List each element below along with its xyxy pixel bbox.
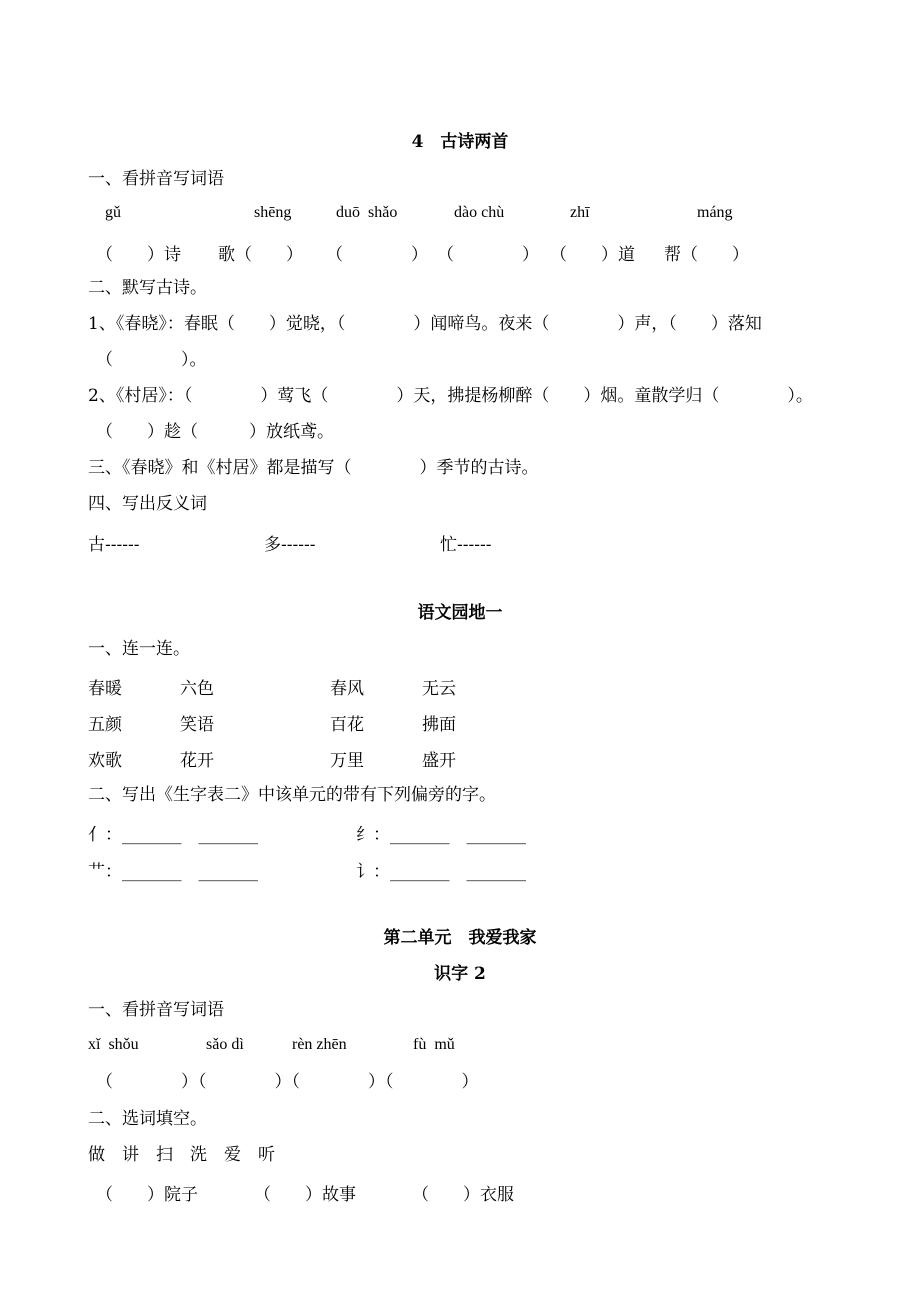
radical-blank[interactable]: 纟：_______ _______ xyxy=(356,825,526,845)
lesson4-title: 4 古诗两首 xyxy=(411,132,509,152)
antonym-item[interactable]: 古------ xyxy=(88,535,140,555)
unit2-blanks[interactable]: （ ）（ ）（ ）（ ） xyxy=(96,1072,479,1092)
unit2-question-1: 一、看拼音写词语 xyxy=(88,1000,224,1020)
lesson4-question-1: 一、看拼音写词语 xyxy=(88,169,224,189)
match-word[interactable]: 百花 xyxy=(330,715,364,735)
word-choices: 做 讲 扫 洗 爱 听 xyxy=(88,1145,275,1165)
pinyin-item: gǔ xyxy=(105,204,121,221)
radical-blank[interactable]: 讠：_______ _______ xyxy=(356,862,526,882)
radical-blank[interactable]: 艹：_______ _______ xyxy=(88,862,258,882)
pinyin-item: zhī xyxy=(570,204,590,221)
match-word[interactable]: 笑语 xyxy=(180,715,214,735)
match-word[interactable]: 盛开 xyxy=(422,751,456,771)
match-word[interactable]: 六色 xyxy=(180,679,214,699)
poem-cunju-line-1[interactable]: 2、《村居》：（ ）莺飞（ ）天，拂提杨柳醉（ ）烟。童散学归（ ）。 xyxy=(88,386,813,406)
pinyin-item: sǎo dì xyxy=(206,1036,244,1053)
radical-blank[interactable]: 亻：_______ _______ xyxy=(88,825,258,845)
pinyin-item: rèn zhēn xyxy=(292,1036,347,1053)
fill-blank[interactable]: （ ） xyxy=(326,245,428,265)
pinyin-item: dào chù xyxy=(454,204,505,221)
fill-blank[interactable]: （ ）衣服 xyxy=(412,1185,514,1205)
unit2-title: 第二单元 我爱我家 xyxy=(383,928,537,948)
pinyin-item: shēng xyxy=(254,204,292,221)
fill-blank[interactable]: （ ） xyxy=(437,245,539,265)
match-word[interactable]: 万里 xyxy=(330,751,364,771)
fill-blank[interactable]: （ ）诗 xyxy=(96,245,181,265)
fill-blank[interactable]: （ ）院子 xyxy=(96,1185,198,1205)
match-word[interactable]: 无云 xyxy=(422,679,456,699)
garden-question-1: 一、连一连。 xyxy=(88,639,190,659)
garden-question-2: 二、写出《生字表二》中该单元的带有下列偏旁的字。 xyxy=(88,785,496,805)
unit2-question-2: 二、选词填空。 xyxy=(88,1109,207,1129)
pinyin-item: duō shǎo xyxy=(336,204,398,221)
antonym-item[interactable]: 忙------ xyxy=(440,535,492,555)
pinyin-item: xǐ shǒu xyxy=(88,1036,139,1053)
poem-chunxiao-line-2[interactable]: （ ）。 xyxy=(96,350,207,370)
lesson4-question-2: 二、默写古诗。 xyxy=(88,278,207,298)
match-word[interactable]: 花开 xyxy=(180,751,214,771)
match-word[interactable]: 春暖 xyxy=(88,679,122,699)
fill-blank[interactable]: （ ）故事 xyxy=(254,1185,356,1205)
unit2-subtitle: 识字 2 xyxy=(434,964,486,984)
garden-title: 语文园地一 xyxy=(417,603,503,623)
match-word[interactable]: 五颜 xyxy=(88,715,122,735)
match-word[interactable]: 拂面 xyxy=(422,715,456,735)
antonym-item[interactable]: 多------ xyxy=(264,535,316,555)
poem-cunju-line-2[interactable]: （ ）趁（ ）放纸鸢。 xyxy=(96,422,334,442)
poem-chunxiao-line-1[interactable]: 1、《春晓》：春眠（ ）觉晓，（ ）闻啼鸟。夜来（ ）声，（ ）落知 xyxy=(88,314,762,334)
match-word[interactable]: 欢歌 xyxy=(88,751,122,771)
pinyin-item: máng xyxy=(697,204,733,221)
lesson4-question-4: 四、写出反义词 xyxy=(88,494,207,514)
fill-blank[interactable]: 歌（ ） xyxy=(218,245,303,265)
lesson4-question-3[interactable]: 三、《春晓》和《村居》都是描写（ ）季节的古诗。 xyxy=(88,458,539,478)
pinyin-item: fù mǔ xyxy=(413,1036,455,1053)
fill-blank[interactable]: （ ）道 xyxy=(550,245,635,265)
fill-blank[interactable]: 帮（ ） xyxy=(664,245,749,265)
match-word[interactable]: 春风 xyxy=(330,679,364,699)
